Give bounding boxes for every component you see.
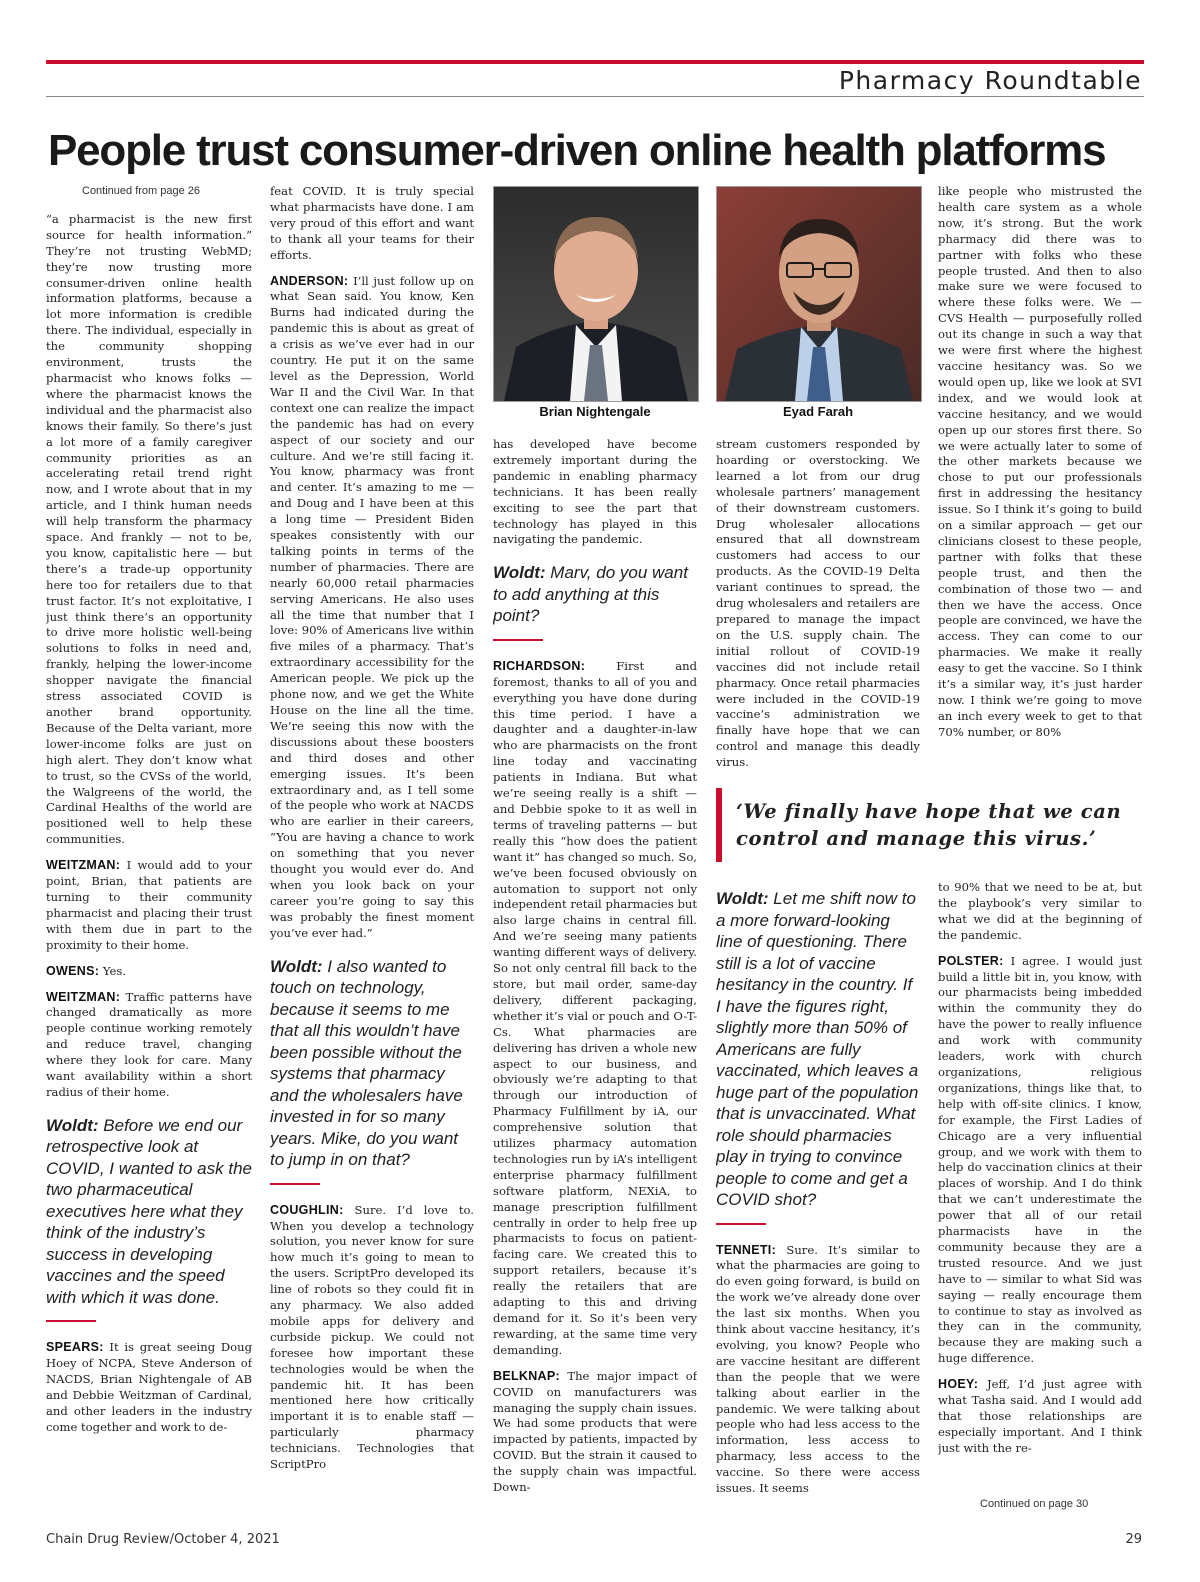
continued-from: Continued from page 26 <box>82 185 201 197</box>
paragraph: POLSTER: I agree. I would just build a little bit in, you know, with our pharmacists being imbedded within the community they do have the power to really influence and work with community leaders, work with church organizations, religious organizations, things like that, to help with off-site clinics. I know, for example, the First Ladies of Chicago are a very influential group, and we work with them to help do vaccination clinics at their places of worship. And I do think that we can’t underestimate the power that all of our retail pharmacists have in the community because they are a trusted resource. And we just have to — similar to what Sid was saying — really encourage them to continue to stay as involved as they can in the community, because they are making such a huge difference. <box>938 953 1142 1366</box>
speaker-name: COUGHLIN: <box>270 1202 344 1217</box>
moderator-question: Woldt: Before we end our retrospective look at COVID, I wanted to ask the two pharmaceutical executives here what they think of the industry’s success in developing vaccines and the speed with which it was done. <box>46 1115 252 1307</box>
question-rule <box>716 1223 766 1225</box>
speaker-name: TENNETI: <box>716 1242 777 1257</box>
photo-caption: Brian Nightengale <box>539 404 651 419</box>
continued-on: Continued on page 30 <box>980 1498 1089 1510</box>
speaker-name: OWENS: <box>46 963 100 978</box>
speaker-name: RICHARDSON: <box>493 658 586 673</box>
paragraph: ANDERSON: I’ll just follow up on what Sean said. You know, Ken Burns had indicated during the pandemic this is about as great of a crisis as we’ve ever had in our country. He put it on the same level as the Depression, World War II and the Civil War. In that context one can realize the impact the pandemic has had on every aspect of our society and our culture. And we’re still facing it. You know, pharmacy was front and center. It’s amazing to me — and Doug and I have been at this a long time — President Biden speakes consistently with our talking points in terms of the number of pharmacies. There are nearly 60,000 retail pharmacies serving Americans. He also uses all the time that number that I love: 90% of Americans live within five miles of a pharmacy. That’s extraordinary accessibility for the American people. We pick up the phone now, and we get the White House on the line all the time. We’re seeing this now with the discussions about these boosters and third doses and other emerging issues. It’s been extraordinary and, as I tell some of the people who work at NACDS who are earlier in their careers, “You are having a chance to work on something that you never thought you would ever do. And when you look back on your career you’re going to say this was probably the finest moment you’ve ever had.” <box>270 273 474 940</box>
paragraph: BELKNAP: The major impact of COVID on manufacturers was managing the supply chain issues. We had some products that were impacted by patients, impacted by COVID. But the strain it caused to the supply chain was impactful. Down- <box>493 1368 697 1495</box>
paragraph: stream customers responded by hoarding or overstocking. We learned a lot from our drug wholesale partners’ management of their downstream customers. Drug wholesaler allocations ensured that all downstream customers had access to our products. As the COVID-19 Delta variant continues to spread, the drug wholesalers and retailers are prepared to manage the impact on the U.S. supply chain. The initial rollout of COVID-19 vaccines did not include retail pharmacy. Once retail pharmacies were included in the COVID-19 vaccine’s administration we finally have hope that we can control and manage this deadly virus. <box>716 437 920 770</box>
moderator-question: Woldt: I also wanted to touch on technology, because it seems to me that all this wouldn’t have been possible without the systems that pharmacy and the wholesalers have invested in for so many years. Mike, do you want to jump in on that? <box>270 956 463 1170</box>
speaker-name: BELKNAP: <box>493 1368 560 1383</box>
question-rule <box>493 639 543 641</box>
question-rule <box>46 1320 96 1322</box>
speaker-name: ANDERSON: <box>270 273 349 288</box>
paragraph: HOEY: Jeff, I’d just agree with what Tasha said. And I would add that those relationships are especially important. And I think just with the re- <box>938 1377 1142 1455</box>
pull-quote-text: ‘We finally have hope that we can control and manage this virus.’ <box>736 800 1122 850</box>
speaker-name: WEITZMAN: <box>46 989 121 1004</box>
paragraph: feat COVID. It is truly special what pharmacists have done. I am very proud of this effort and want to thank all your teams for their efforts. <box>270 184 474 262</box>
paragraph: TENNETI: Sure. It’s similar to what the pharmacies are going to do even going forward, is build on the work we’ve already done over the last six months. When you think about vaccine hesitancy, it’s evolving, you know? People who are vaccine hesitant are different than the people that we were talking about earlier in the pandemic. We were talking about people who had less access to the information, less access to pharmacy, less access to the vaccine. So there were access issues. It seems <box>716 1242 920 1496</box>
header-divider <box>46 96 1144 97</box>
column-5-top <box>938 184 1142 774</box>
paragraph: COUGHLIN: Sure. I’d love to. When you develop a technology solution, you never know for sure how much it’s going to mean to the users. ScriptPro developed its line of robots so they could fit in any pharmacy. We also added mobile apps for delivery and curbside pickup. We could not foresee how important these technologies would be when the pandemic hit. It has been mentioned here how critically important it is to enable staff — particularly pharmacy technicians. Technologies that ScriptPro <box>270 1202 474 1472</box>
paragraph: has developed have become extremely important during the pandemic in enabling pharmacy technicians. It has been really exciting to see the part that technology has played in this navigating the pandemic. <box>493 437 697 547</box>
speaker-name: WEITZMAN: <box>46 858 121 873</box>
portrait-photo-eyad-farah <box>716 186 922 402</box>
column-4-top <box>716 437 920 773</box>
footer-publication: Chain Drug Review/October 4, 2021 <box>46 1532 280 1547</box>
speaker-name: HOEY: <box>938 1377 979 1392</box>
paragraph: like people who mistrusted the health care system as a whole now, it’s strong. But the work pharmacy did there was to partner with folks who these people trusted. And then to also make sure we were focused to where these folks were. We — CVS Health — purposefully rolled out its change in such a way that we were first where the highest vaccine hesitancy was. So we would open up, like we look at SVI index, and we would look at vaccine hesitancy, and we would open up our stores first there. So we were actually later to some of the other markets because we chose to put our professionals first in addressing the hesitancy issue. So I think it’s going to build on a similar approach — get our clinicians closest to these people, partner with folks that these people trust, and then the combination of those two — and then we have the access. Once people are convinced, we have the access. They can come to our pharmacies. We make it really easy to get the vaccine. So I think it’s a similar way, it’s just harder now. I think we’re going to move an inch every week to get to that 70% number, or 80% <box>938 184 1142 739</box>
photo-caption: Eyad Farah <box>782 404 854 419</box>
speaker-name: SPEARS: <box>46 1340 104 1355</box>
paragraph: OWENS: Yes. <box>46 963 127 978</box>
paragraph: SPEARS: It is great seeing Doug Hoey of NCPA, Steve Anderson of NACDS, Brian Nightengale of AB and Debbie Weitzman of Cardinal, and other leaders in the industry come together and work to de- <box>46 1340 252 1434</box>
paragraph: WEITZMAN: Traffic patterns have changed dramatically as more people continue working remotely and reduce travel, changing where they look for care. Many want availability within a short radius of their home. <box>46 989 252 1099</box>
paragraph: to 90% that we need to be at, but the playbook’s very similar to what we did at the beginning of the pandemic. <box>938 880 1142 942</box>
header-rule <box>46 60 1144 64</box>
footer-page-number: 29 <box>1125 1532 1142 1547</box>
paragraph: RICHARDSON: First and foremost, thanks to all of you and everything you have done during this time period. I have a daughter and a daughter-in-law who are pharmacists on the front line today and vaccinating patients in Indiana. But what we’re seeing really is a shift — and Debbie spoke to it as well in terms of traveling patterns — but really this “how does the patient want it” has changed so much. So, we’ve been focused obviously on automation to support not only independent retail pharmacies but also large chains in central fill. And we’re seeing many patients wanting different ways of delivery. So not only central fill back to the store, but mail order, same-day delivery, different packaging, whether it’s vial or pouch and O-T-Cs. What pharmacies are delivering has driven a whole new aspect to our business, and obviously we’re adapting to that through our introduction of Pharmacy Fulfillment by iA, our comprehensive solution that utilizes pharmacy automation technologies run by iA’s intelligent enterprise pharmacy fulfillment software platform, NEXiA, to manage prescription fulfillment centrally in order to help free up pharmacists to focus on patient-facing care. We created this to support retailers, because it’s really the retailers that are adapting to this and driving demand for it. So it’s been very rewarding, at the same time very demanding. <box>493 658 697 1357</box>
portrait-photo-brian-nightengale <box>493 186 699 402</box>
moderator-question: Woldt: Let me shift now to a more forward-looking line of questioning. There still is a lot of vaccine hesitancy in the country. If I have the figures right, slightly more than 50% of Americans are fully vaccinated, which leaves a huge part of the population that is unvaccinated. What role should pharmacies play in trying to convince people to come and get a COVID shot? <box>716 889 919 1209</box>
column-4-bottom <box>716 888 920 1518</box>
moderator-question: Woldt: Marv, do you want to add anything at this point? <box>493 563 688 626</box>
column-3 <box>493 437 697 1517</box>
section-title: Pharmacy Roundtable <box>838 66 1142 95</box>
question-rule <box>270 1183 320 1185</box>
column-5-bottom <box>938 880 1142 1492</box>
pull-quote-bar <box>716 788 722 862</box>
column-1 <box>46 184 252 1514</box>
paragraph: WEITZMAN: I would add to your point, Brian, that patients are turning to their community pharmacist and placing their trust with them due in part to the proximity to their home. <box>46 858 252 952</box>
page-headline: People trust consumer-driven online health platforms <box>48 126 1106 175</box>
column-2 <box>270 184 474 1514</box>
paragraph: “a pharmacist is the new first source for health information.” They’re not trusting WebMD; they’re now trusting more consumer-driven online health information platforms, because a lot more information is credible there. The individual, especially in the community shopping environment, trusts the pharmacist who knows folks — where the pharmacist knows the individual and the pharmacist also knows their family. So there’s just a lot more of a family caregiver community priorities as an accelerating retail trend right now, and I wrote about that in my article, and I think human needs will help transform the pharmacy space. And frankly — not to be, you know, capitalistic here — but there’s a trade-up opportunity here too for retailers due to that trust factor. It’s not exploitative, I just think there’s an opportunity to drive more holistic well-being solutions to folks in need and, frankly, helping the lower-income shopper navigate the financial stress associated COVID is another brand opportunity. Because of the Delta variant, more lower-income folks are just on high alert. They don’t know what to trust, so the CVSs of the world, the Walgreens of the world, the Cardinal Healths of the world are positioned well to help these communities. <box>46 211 252 847</box>
speaker-name: POLSTER: <box>938 953 1004 968</box>
